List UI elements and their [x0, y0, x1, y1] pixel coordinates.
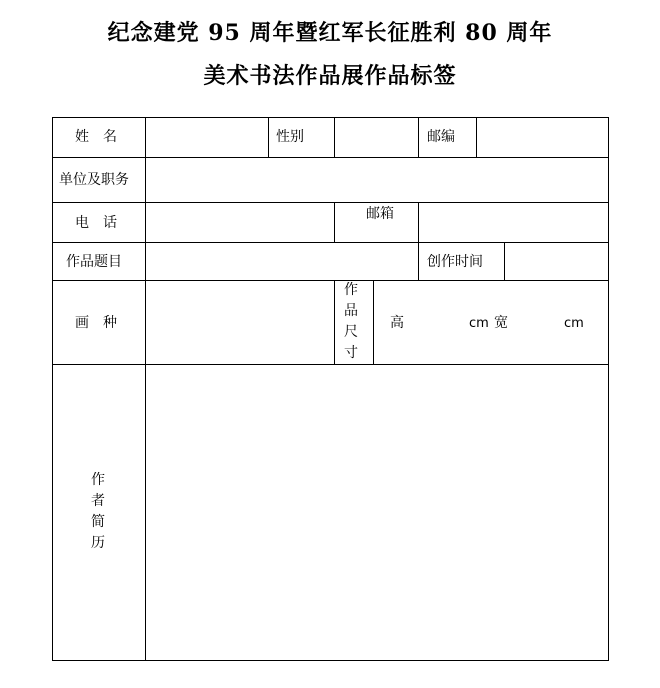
- column-divider: [268, 117, 269, 157]
- phone-label: 电 话: [75, 215, 117, 231]
- width-label: 宽: [494, 315, 508, 331]
- created-time-label: 创作时间: [427, 254, 483, 270]
- column-divider: [334, 202, 335, 242]
- work-title-field[interactable]: [146, 243, 418, 280]
- table-border-bottom: [52, 660, 609, 661]
- phone-field[interactable]: [146, 203, 334, 242]
- email-label: 邮箱: [366, 206, 394, 222]
- name-label: 姓 名: [75, 129, 117, 145]
- genre-label: 画 种: [75, 315, 117, 331]
- width-unit: cm: [564, 316, 584, 331]
- postcode-label: 邮编: [427, 129, 455, 145]
- table-border-right: [608, 117, 609, 661]
- height-field[interactable]: [406, 306, 466, 336]
- document-title-line-1: 纪念建党 95 周年暨红军长征胜利 80 周年: [107, 20, 553, 46]
- size-label: 作 品 尺 寸: [344, 282, 358, 361]
- email-field[interactable]: [419, 203, 608, 242]
- height-unit: cm: [469, 316, 489, 331]
- postcode-field[interactable]: [477, 118, 608, 157]
- column-divider: [418, 117, 419, 157]
- width-field[interactable]: [510, 306, 562, 336]
- unit-position-field[interactable]: [146, 158, 608, 202]
- gender-field[interactable]: [335, 118, 418, 157]
- author-bio-label: 作 者 简 历: [91, 472, 105, 551]
- genre-field[interactable]: [146, 281, 334, 364]
- document-title-line-2: 美术书法作品展作品标签: [203, 63, 457, 89]
- column-divider: [334, 280, 335, 364]
- author-bio-field[interactable]: [146, 365, 608, 660]
- name-field[interactable]: [146, 118, 268, 157]
- gender-label: 性别: [276, 129, 304, 145]
- column-divider: [373, 280, 374, 364]
- table-border-left: [52, 117, 53, 661]
- created-time-field[interactable]: [505, 243, 608, 280]
- unit-position-label: 单位及职务: [59, 172, 129, 188]
- column-divider: [418, 242, 419, 280]
- height-label: 高: [390, 315, 404, 331]
- work-title-label: 作品题目: [66, 254, 122, 270]
